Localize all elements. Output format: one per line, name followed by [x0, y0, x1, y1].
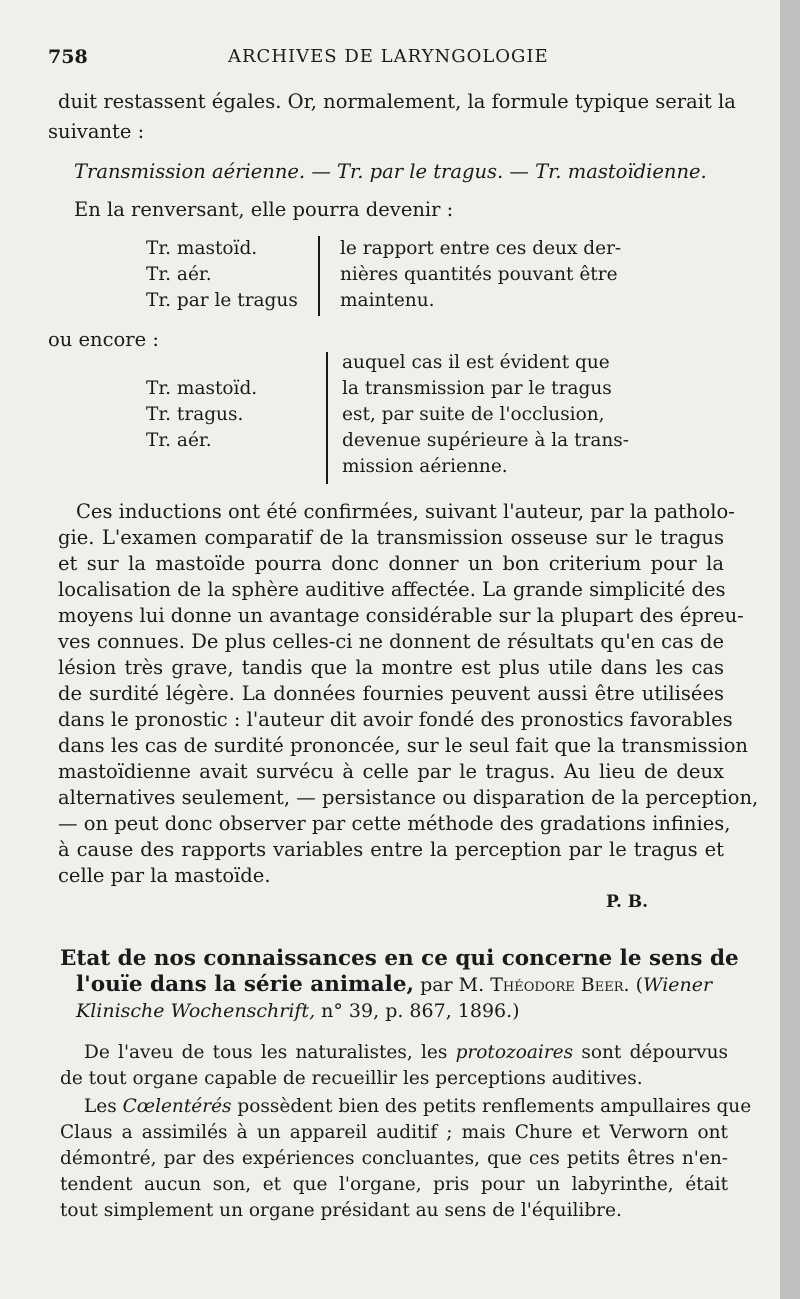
text-run: De l'aveu de tous les naturalistes, les [84, 1042, 448, 1063]
scheme1-item: Tr. par le tragus [146, 290, 298, 311]
scheme1-item: Tr. mastoïd. [146, 238, 258, 259]
paragraph-line: Claus a assimilés à un appareil auditif ; mais Chure et Verworn ont [60, 1122, 728, 1143]
text-run-italic: Cœlentérés [122, 1096, 232, 1117]
intro-line-2: suivante : [48, 120, 145, 143]
text-run: sont dépourvus [581, 1042, 728, 1063]
scheme2-item: Tr. mastoïd. [146, 378, 258, 399]
scheme2-note: la transmission par le tragus [342, 378, 612, 399]
scheme1-item: Tr. aér. [146, 264, 212, 285]
paragraph-line: de surdité légère. La données fournies peuvent aussi être utilisées [58, 682, 724, 705]
formula: Transmission aérienne. — Tr. par le tragus. — Tr. mastoïdienne. [74, 160, 707, 183]
paragraph-line: à cause des rapports variables entre la perception par le tragus et [58, 838, 724, 861]
paragraph-line: tout simplement un organe présidant au sens de l'équilibre. [60, 1200, 622, 1221]
article-title-line-2 [76, 972, 712, 997]
scheme2-note: devenue supérieure à la trans- [342, 430, 630, 451]
source-journal-cont: Klinische Wochenschrift, [76, 1000, 316, 1022]
article-title: Etat de nos connaissances en ce qui concerne le sens de [60, 946, 739, 971]
scheme2-item: Tr. tragus. [146, 404, 244, 425]
paragraph-line: lésion très grave, tandis que la montre est plus utile dans les cas [58, 656, 724, 679]
paragraph-line: ves connues. De plus celles-ci ne donnent de résultats qu'en cas de [58, 630, 724, 653]
text-run: Les [84, 1096, 117, 1117]
brace [326, 352, 328, 484]
text-run: possèdent bien des petits renflements ampullaires que [237, 1096, 752, 1117]
paragraph-line: localisation de la sphère auditive affectée. La grande simplicité des [58, 578, 726, 601]
source-open: ( [635, 974, 644, 996]
page-edge [780, 0, 800, 1299]
paragraph-line: dans le pronostic : l'auteur dit avoir fondé des pronostics favorables [58, 708, 733, 731]
article-author: Théodore Beer. [490, 974, 630, 996]
page-number: 758 [48, 46, 88, 68]
reverse-text: En la renversant, elle pourra devenir : [74, 198, 454, 221]
paragraph-line: de tout organe capable de recueillir les perceptions auditives. [60, 1068, 643, 1089]
running-head: ARCHIVES DE LARYNGOLOGIE [228, 46, 549, 67]
paragraph-line [84, 1096, 752, 1117]
paragraph-line: mastoïdienne avait survécu à celle par le tragus. Au lieu de deux [58, 760, 724, 783]
brace [318, 236, 320, 316]
scheme1-note: maintenu. [340, 290, 435, 311]
article-title-cont: l'ouïe dans la série animale, [76, 972, 415, 997]
signature: P. B. [606, 892, 649, 912]
paragraph-line: démontré, par des expériences concluantes, que ces petits êtres n'en- [60, 1148, 728, 1169]
paragraph-line: alternatives seulement, — persistance ou disparation de la perception, [58, 786, 759, 809]
scheme1-note: le rapport entre ces deux der- [340, 238, 622, 259]
paragraph-line: gie. L'examen comparatif de la transmission osseuse sur le tragus [58, 526, 724, 549]
article-source [76, 1000, 520, 1022]
source-ref: n° 39, p. 867, 1896.) [321, 1000, 520, 1022]
paragraph-line: moyens lui donne un avantage considérable sur la plupart des épreu- [58, 604, 744, 627]
scheme1-note: nières quantités pouvant être [340, 264, 618, 285]
paragraph-line: Ces inductions ont été confirmées, suivant l'auteur, par la patholo- [76, 500, 735, 523]
scheme2-item: Tr. aér. [146, 430, 212, 451]
intro-line-1: duit restassent égales. Or, normalement, la formule typique serait la [58, 90, 736, 113]
scheme2-note: est, par suite de l'occlusion, [342, 404, 605, 425]
paragraph-line: et sur la mastoïde pourra donc donner un bon criterium pour la [58, 552, 724, 575]
paragraph-line: — on peut donc observer par cette méthode des gradations infinies, [58, 812, 731, 835]
article-by: par M. [420, 974, 485, 996]
or-again: ou encore : [48, 328, 159, 351]
source-journal: Wiener [643, 974, 713, 996]
paragraph-line: dans les cas de surdité prononcée, sur le seul fait que la transmission [58, 734, 748, 757]
scheme2-note: auquel cas il est évident que [342, 352, 610, 373]
scheme2-note: mission aérienne. [342, 456, 508, 477]
paragraph-line: celle par la mastoïde. [58, 864, 271, 887]
paragraph-line: tendent aucun son, et que l'organe, pris pour un labyrinthe, était [60, 1174, 728, 1195]
text-run-italic: protozoaires [455, 1042, 574, 1063]
paragraph-line [84, 1042, 728, 1063]
